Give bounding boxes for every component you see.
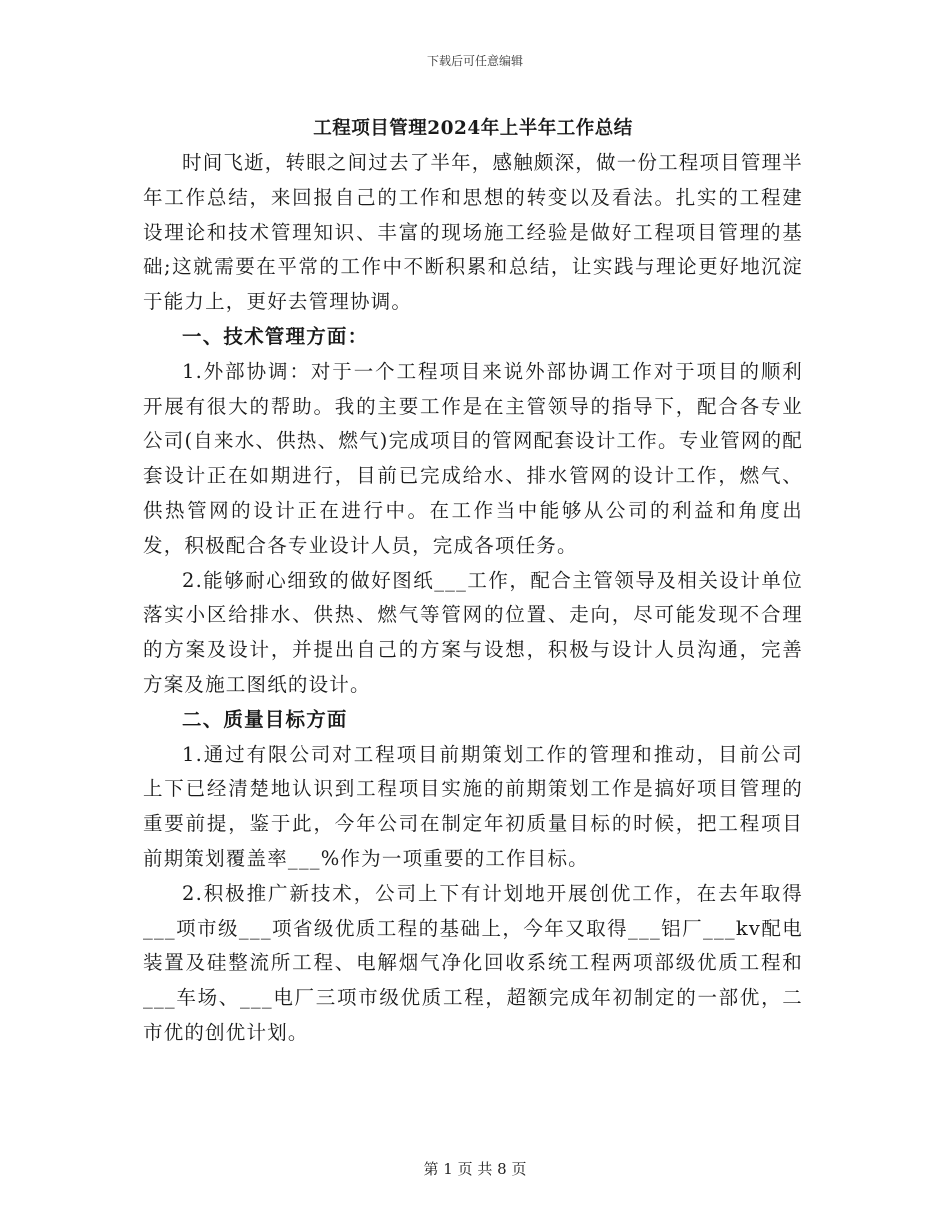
paragraph-new-technology: 2.积极推广新技术，公司上下有计划地开展创优工作，在去年取得___项市级___项省级优质工程的基础上，今年又取得___铝厂___kv配电装置及硅整流所工程、电解烟气净化回收系统工程两项部级优质工程和___车场、___电厂三项市级优质工程，超额完成年初制定的一部优，二市优的创优计划。 — [143, 881, 803, 1044]
section-heading-technical: 一、技术管理方面： — [182, 324, 369, 348]
intro-paragraph: 时间飞逝，转眼之间过去了半年，感触颇深，做一份工程项目管理半年工作总结，来回报自己的工作和思想的转变以及看法。扎实的工程建设理论和技术管理知识、丰富的现场施工经验是做好工程项目管理的基础;这就需要在平常的工作中不断积累和总结，让实践与理论更好地沉淀于能力上，更好去管理协调。 — [143, 151, 804, 314]
document-body — [143, 112, 803, 1051]
header-note: 下载后可任意编辑 — [426, 54, 523, 68]
paragraph-planning: 1.通过有限公司对工程项目前期策划工作的管理和推动，目前公司上下已经清楚地认识到工程项目实施的前期策划工作是搞好项目管理的重要前提，鉴于此，今年公司在制定年初质量目标的时候，把工程项目前期策划覆盖率___%作为一项重要的工作目标。 — [143, 742, 803, 870]
page-number-footer: 第 1 页 共 8 页 — [423, 1160, 527, 1178]
paragraph-external-coordination: 1.外部协调：对于一个工程项目来说外部协调工作对于项目的顺利开展有很大的帮助。我的主要工作是在主管领导的指导下，配合各专业公司(自来水、供热、燃气)完成项目的管网配套设计工作。专业管网的配套设计正在如期进行，目前已完成给水、排水管网的设计工作，燃气、供热管网的设计正在进行中。在工作当中能够从公司的利益和角度出发，积极配合各专业设计人员，完成各项任务。 — [143, 359, 803, 557]
paragraph-drawings: 2.能够耐心细致的做好图纸___工作，配合主管领导及相关设计单位落实小区给排水、供热、燃气等管网的位置、走向，尽可能发现不合理的方案及设计，并提出自己的方案与设想，积极与设计人员沟通，完善方案及施工图纸的设计。 — [143, 568, 803, 696]
section-heading-quality: 二、质量目标方面 — [182, 707, 348, 731]
document-title: 工程项目管理2024年上半年工作总结 — [313, 118, 633, 139]
